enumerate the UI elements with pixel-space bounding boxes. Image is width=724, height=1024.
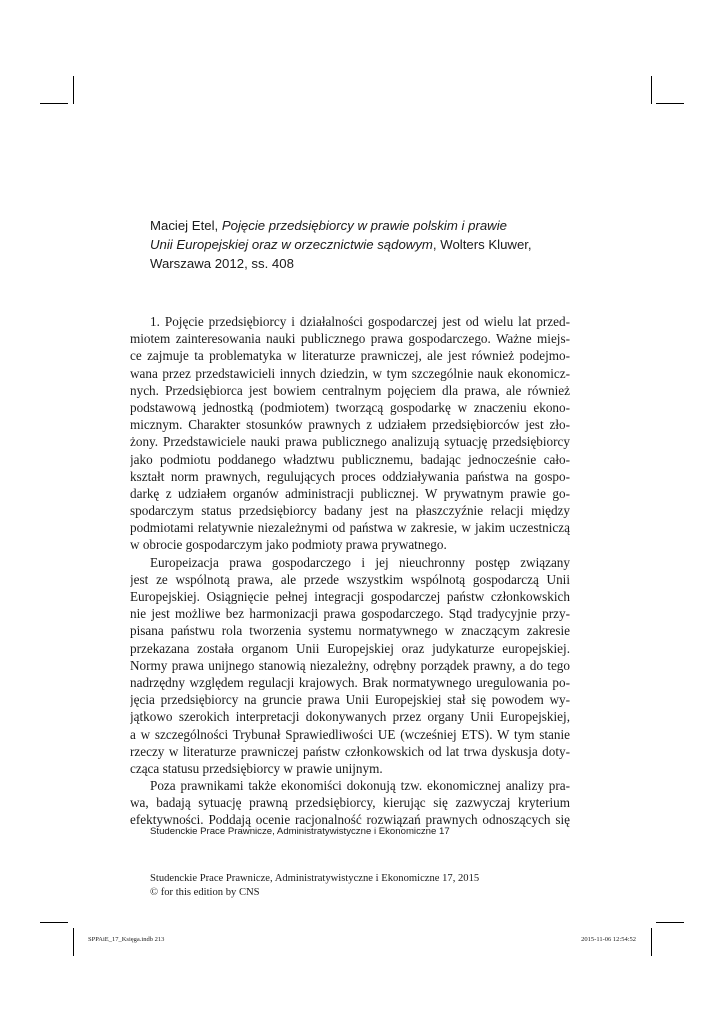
print-slug-file: SPPAiE_17_Księga.indb 213	[88, 936, 165, 943]
text-line: darkę z udziałem organów administracji publicznej. W prywatnym prawie go-	[130, 485, 570, 501]
crop-mark	[656, 922, 684, 923]
book-title-part-2: Unii Europejskiej oraz w orzecznictwie sądowym	[150, 237, 433, 252]
text-line: przekazana została organom Unii Europejskiej oraz judykaturze europejskiej.	[130, 640, 570, 656]
colophon-journal: Studenckie Prace Prawnicze, Administratywistyczne i Ekonomiczne 17, 2015	[150, 873, 480, 884]
print-slug-timestamp: 2015-11-06 12:54:52	[581, 936, 636, 943]
publisher: , Wolters Kluwer,	[432, 237, 532, 252]
text-line: wa, badają sytuację prawną przedsiębiorcy, kierując się zazwyczaj kryterium	[130, 795, 570, 811]
review-heading	[150, 216, 570, 273]
text-line: Poza prawnikami także ekonomiści dokonują tzw. ekonomicznej analizy pra-	[150, 778, 570, 794]
text-line: spodarczym status przedsiębiorcy badany jest na płaszczyźnie relacji między	[130, 503, 570, 519]
text-line: jest ze wspólnotą prawa, ale przede wszystkim wspólnotą gospodarczą Unii	[130, 571, 570, 587]
text-line: wana przez przedstawicieli innych dziedzin, w tym szczególnie nauk ekonomicz-	[130, 365, 570, 381]
text-line: Europeizacja prawa gospodarczego i jej nieuchronny postęp związany	[150, 554, 570, 570]
crop-mark	[651, 76, 652, 104]
text-line: jako podmiotu poddanego władztwu publicznemu, badając jednocześnie cało-	[130, 451, 570, 467]
author: Maciej Etel,	[150, 218, 219, 233]
text-line: a w szczególności Trybunał Sprawiedliwości UE (wcześniej ETS). W tym stanie	[130, 726, 570, 742]
text-line: miotem zainteresowania nauki publicznego prawa gospodarczego. Ważne miejs-	[130, 331, 570, 347]
text-line: rzeczy w literaturze prawniczej państw członkowskich od lat trwa dyskusja doty-	[130, 743, 570, 759]
text-line: w obrocie gospodarczym jako podmioty prawa prywatnego.	[130, 537, 447, 553]
crop-mark	[73, 76, 74, 104]
text-line: 1. Pojęcie przedsiębiorcy i działalności gospodarczej jest od wielu lat przed-	[150, 314, 570, 329]
book-title-part-1: Pojęcie przedsiębiorcy w prawie polskim i prawie	[221, 218, 507, 233]
text-line: Normy prawa unijnego stanowią niezależny, odrębny porządek prawny, a do tego	[130, 657, 570, 673]
text-line: nadrzędny względem regulacji krajowych. Brak normatywnego uregulowania po-	[130, 674, 570, 690]
text-line: kształt norm prawnych, regulujących proces oddziaływania państwa na gospo-	[130, 468, 570, 484]
crop-mark	[656, 103, 684, 104]
crop-mark	[40, 103, 68, 104]
text-line: podmiotami relatywnie niezależnymi od państwa w zakresie, w jakim uczestniczą	[130, 520, 570, 536]
text-line: jątkowo szerokich interpretacji dokonywanych przez organy Unii Europejskiej,	[130, 709, 570, 725]
colophon	[150, 872, 479, 900]
text-line: podstawową jednostką (podmiotem) tworzącą gospodarkę w znaczeniu ekono-	[130, 399, 570, 415]
colophon-copyright: © for this edition by CNS	[150, 887, 260, 898]
text-line: pisana państwu rola tworzenia systemu normatywnego w znaczącym zakresie	[130, 623, 570, 639]
body-text	[130, 313, 570, 829]
text-line: efektywności. Poddają ocenie racjonalność rozwiązań prawnych odnoszących się	[130, 812, 570, 828]
running-footer: Studenckie Prace Prawnicze, Administratywistyczne i Ekonomiczne 17	[150, 826, 450, 837]
text-line: żony. Przedstawiciele nauki prawa publicznego analizują sytuację przedsiębiorcy	[130, 434, 570, 450]
text-line: Europejskiej. Osiągnięcie pełnej integracji gospodarczej państw członkowskich	[130, 589, 570, 604]
text-line: nie jest możliwe bez harmonizacji prawa gospodarczego. Stąd tradycyjnie przy-	[130, 606, 570, 622]
text-line: cząca statusu przedsiębiorcy w prawie unijnym.	[130, 760, 383, 776]
text-line: jęcia przedsiębiorcy na gruncie prawa Unii Europejskiej stał się powodem wy-	[130, 692, 570, 708]
crop-mark	[651, 928, 652, 956]
crop-mark	[40, 922, 68, 923]
text-line: micznym. Charakter stosunków prawnych z udziałem przedsiębiorców jest zło-	[130, 417, 570, 433]
crop-mark	[73, 928, 74, 956]
text-line: nych. Przedsiębiorca jest bowiem centralnym pojęciem dla prawa, ale również	[130, 382, 570, 398]
publication-place-year: Warszawa 2012, ss. 408	[150, 256, 294, 271]
text-line: ce zajmuje ta problematyka w literaturze prawniczej, ale jest również podejmo-	[130, 348, 570, 364]
